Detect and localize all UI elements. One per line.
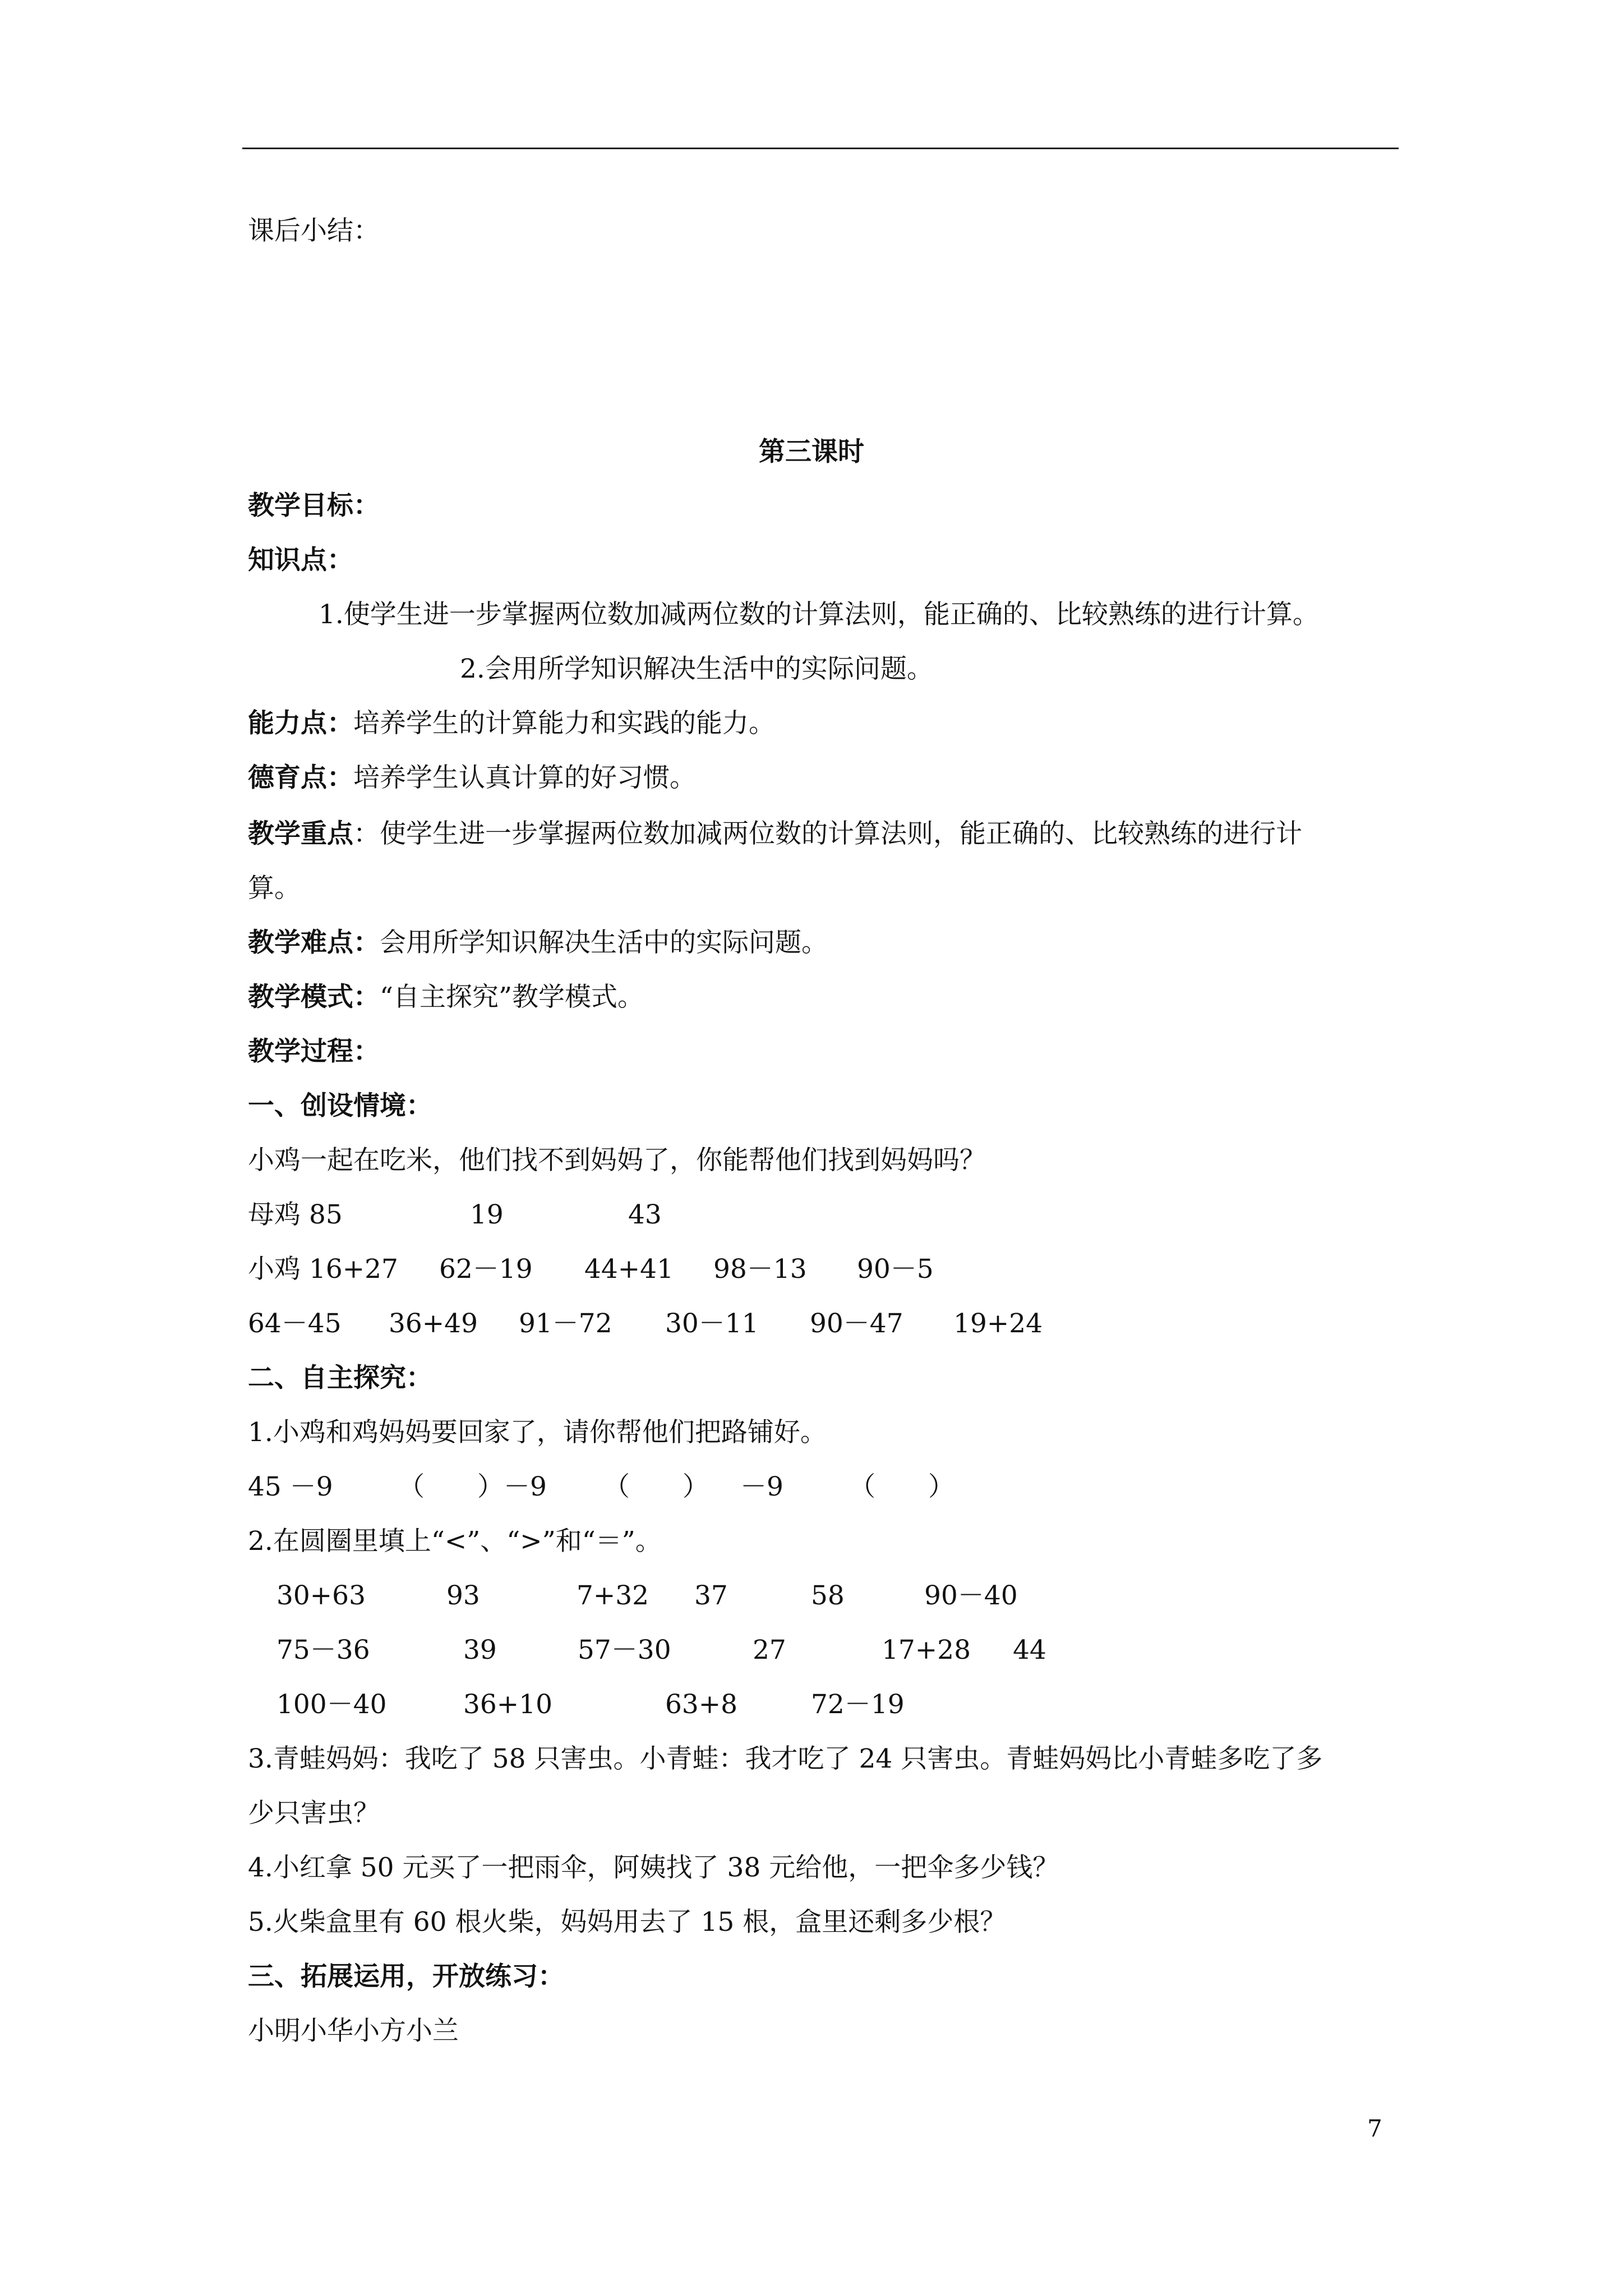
summary-heading: 课后小结： [248,215,380,246]
cmp-r2-c5: 17+28 [882,1635,971,1665]
key-point-cont: 算。 [248,873,301,904]
hen-3: 43 [628,1199,662,1230]
chick-7: 36+49 [389,1308,478,1339]
goals-label: 教学目标： [248,490,380,521]
chick-10: 90－47 [810,1308,903,1339]
chick-9: 30－11 [665,1308,759,1339]
knowledge-item-1: 1.使学生进一步掌握两位数加减两位数的计算法则，能正确的、比较熟练的进行计算。 [319,599,1319,630]
header-rule [242,148,1399,149]
process-label: 教学过程： [248,1036,380,1067]
mode-label: 教学模式： [248,982,380,1013]
ability-point [248,707,775,740]
section-1-heading: 一、创设情境： [248,1091,432,1121]
chick-1: 小鸡 16+27 [248,1254,398,1285]
cmp-r2-c1: 75－36 [276,1635,370,1665]
cmp-r3-c3: 63+8 [665,1689,738,1720]
knowledge-item-2: 2.会用所学知识解决生活中的实际问题。 [460,654,933,684]
cmp-r2-c6: 44 [1013,1635,1046,1665]
path-start: 45 －9 [248,1471,333,1502]
path-blank-2: （ ） [603,1471,709,1502]
page-number: 7 [1367,2115,1382,2142]
moral-point [248,761,696,795]
lesson-title: 第三课时 [759,436,864,467]
question-4: 4.小红拿 50 元买了一把雨伞，阿姨找了 38 元给他，一把伞多少钱？ [248,1852,1059,1883]
cmp-r2-c4: 27 [753,1635,786,1665]
chick-8: 91－72 [519,1308,612,1339]
section-3-heading: 三、拓展运用，开放练习： [248,1961,564,1992]
cmp-r3-c2: 36+10 [463,1689,552,1720]
section-1-intro: 小鸡一起在吃米，他们找不到妈妈了，你能帮他们找到妈妈吗？ [248,1145,986,1176]
difficulty-text: 会用所学知识解决生活中的实际问题。 [380,927,828,958]
ability-label: 能力点： [248,708,353,739]
cmp-r2-c2: 39 [463,1635,497,1665]
student-names: 小明小华小方小兰 [248,2016,459,2046]
moral-text: 培养学生认真计算的好习惯。 [353,762,696,793]
knowledge-label: 知识点： [248,545,353,576]
cmp-r1-c4: 37 [694,1580,728,1611]
chick-6: 64－45 [248,1308,342,1339]
cmp-r3-c1: 100－40 [276,1689,387,1720]
cmp-r1-c3: 7+32 [577,1580,649,1611]
path-blank-1: （ ）－9 [398,1471,547,1502]
chick-11: 19+24 [953,1308,1043,1339]
key-point [248,817,1302,851]
cmp-r3-c4: 72－19 [811,1689,905,1720]
difficulty-label: 教学难点： [248,927,380,958]
cmp-r1-c6: 90－40 [924,1580,1018,1611]
section-2-heading: 二、自主探究： [248,1363,432,1393]
question-3-cont: 少只害虫？ [248,1798,380,1829]
chick-2: 62－19 [439,1254,533,1285]
mode-text: “自主探究”教学模式。 [380,982,644,1013]
cmp-r1-c1: 30+63 [276,1580,366,1611]
chick-3: 44+41 [584,1254,674,1285]
key-point-text: ：使学生进一步掌握两位数加减两位数的计算法则，能正确的、比较熟练的进行计 [353,818,1302,849]
path-blank-3: （ ） [849,1471,955,1502]
ability-text: 培养学生的计算能力和实践的能力。 [353,708,775,739]
question-5: 5.火柴盒里有 60 根火柴，妈妈用去了 15 根，盒里还剩多少根？ [248,1907,1007,1938]
cmp-r2-c3: 57－30 [578,1635,671,1665]
chick-4: 98－13 [713,1254,807,1285]
question-2: 2.在圆圈里填上“<”、“>”和“＝”。 [248,1526,662,1557]
moral-label: 德育点： [248,762,353,793]
path-step: －9 [740,1471,783,1502]
question-3: 3.青蛙妈妈：我吃了 58 只害虫。小青蛙：我才吃了 24 只害虫。青蛙妈妈比小青蛙多吃了多 [248,1743,1323,1774]
question-1: 1.小鸡和鸡妈妈要回家了，请你帮他们把路铺好。 [248,1417,827,1448]
hen-1: 母鸡 85 [248,1199,343,1230]
hen-2: 19 [470,1199,504,1230]
chick-5: 90－5 [857,1254,934,1285]
difficulty-point [248,926,828,960]
cmp-r1-c5: 58 [811,1580,845,1611]
key-point-label: 教学重点 [248,818,353,849]
cmp-r1-c2: 93 [446,1580,480,1611]
teaching-mode [248,981,644,1014]
